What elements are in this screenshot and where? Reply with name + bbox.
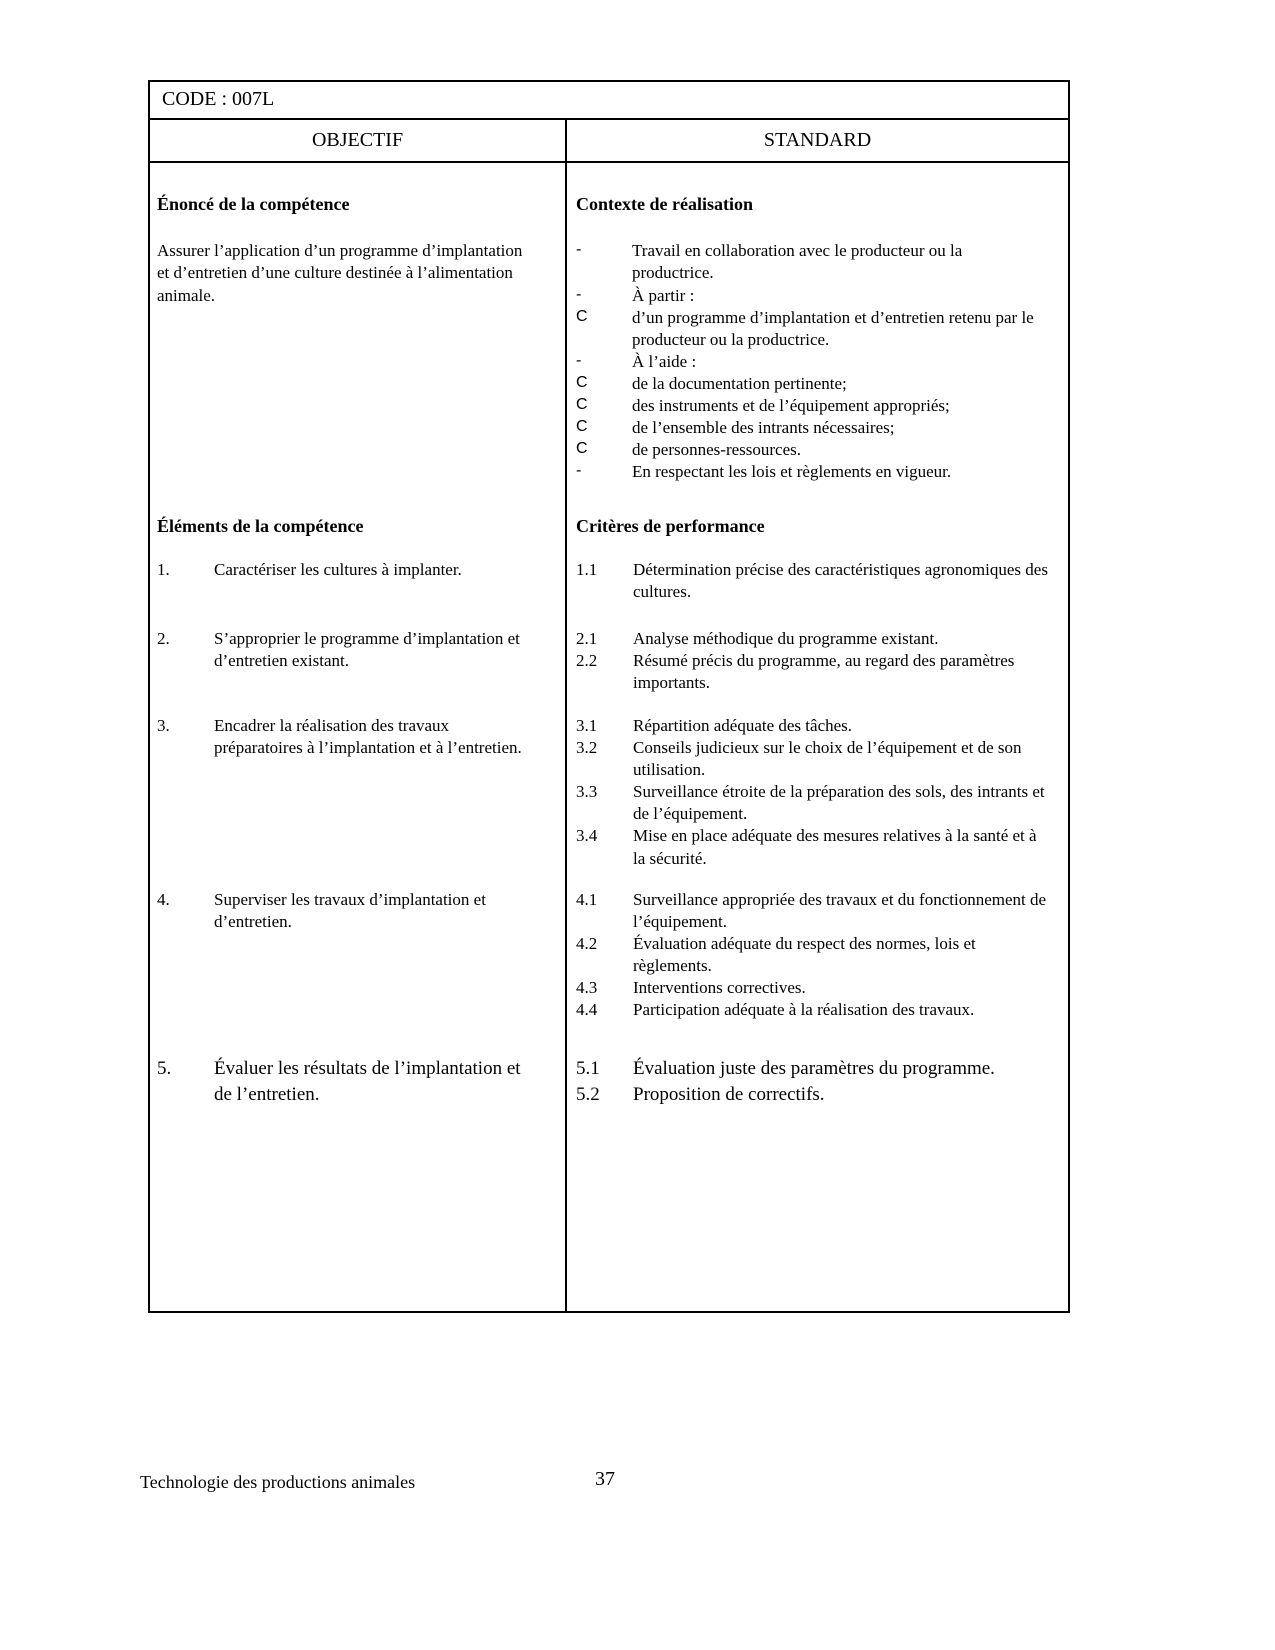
criteria-cell (567, 628, 1068, 715)
item-number: 5.2 (576, 1083, 600, 1105)
criteria-cell (567, 559, 1068, 628)
criterion-item (576, 825, 1048, 869)
item-text: Analyse méthodique du programme existant. (633, 629, 939, 648)
item-number: 3.1 (576, 716, 598, 735)
item-text: Interventions correctives. (633, 978, 806, 998)
list-bullet: C (576, 307, 588, 325)
competency-row-2 (150, 628, 1068, 715)
elements-title: Éléments de la compétence (157, 516, 364, 536)
item-text: Proposition de correctifs. (633, 1083, 825, 1105)
criterion-item (576, 889, 1048, 933)
enonce-cell (150, 163, 567, 503)
item-number: 4.2 (576, 934, 598, 954)
element-cell (150, 889, 567, 1056)
item-text: Encadrer la réalisation des travaux préparatoires à l’implantation et à l’entretien. (214, 716, 522, 758)
list-item-text: Travail en collaboration avec le producteur ou la productrice. (632, 241, 963, 283)
item-number: 4. (157, 890, 170, 909)
contexte-title: Contexte de réalisation (576, 194, 753, 214)
list-item (576, 373, 1048, 395)
item-number: 3. (157, 716, 170, 735)
element-cell (150, 1056, 567, 1311)
item-text: Détermination précise des caractéristiques agronomiques des cultures. (633, 560, 1048, 602)
item-text: Conseils judicieux sur le choix de l’équipement et de son utilisation. (633, 738, 1022, 780)
criterion-item (576, 781, 1048, 825)
table-body (150, 163, 1068, 1311)
list-item-text: À partir : (632, 285, 695, 305)
element-cell (150, 559, 567, 628)
list-item-text: de la documentation pertinente; (632, 373, 847, 393)
item-number: 3.3 (576, 782, 598, 802)
criteria-cell (567, 1056, 1068, 1311)
element-item (157, 1056, 540, 1107)
band-enonce-contexte (150, 163, 1068, 503)
element-cell (150, 628, 567, 715)
elements-heading-cell (150, 503, 567, 559)
list-item-text: de l’ensemble des intrants nécessaires; (632, 418, 895, 438)
list-item (576, 417, 1048, 439)
item-number: 1. (157, 560, 170, 579)
list-item (576, 351, 1048, 373)
criterion-item (576, 737, 1048, 781)
contexte-cell (567, 163, 1068, 503)
item-number: 2. (157, 629, 170, 648)
item-text: Participation adéquate à la réalisation des travaux. (633, 1000, 975, 1020)
list-bullet: C (576, 373, 588, 391)
enonce-title: Énoncé de la compétence (157, 194, 350, 214)
item-text: Surveillance appropriée des travaux et du fonctionnement de l’équipement. (633, 890, 1047, 932)
element-item (157, 559, 540, 581)
item-text: S’approprier le programme d’implantation et d’entretien existant. (214, 629, 520, 671)
element-item (157, 628, 540, 672)
column-headers (150, 120, 1068, 163)
list-item (576, 461, 1048, 483)
criterion-item (576, 628, 1048, 650)
list-bullet: C (576, 418, 588, 436)
list-item (576, 439, 1048, 461)
list-bullet: - (576, 285, 582, 303)
criterion-item (576, 977, 1048, 999)
item-number: 1.1 (576, 560, 598, 579)
competency-table (148, 80, 1070, 1313)
criterion-item (576, 1082, 1048, 1108)
criterion-item (576, 999, 1048, 1021)
competency-row-4 (150, 889, 1068, 1056)
page-number: 37 (595, 1468, 615, 1490)
competency-row-5 (150, 1056, 1068, 1311)
list-item-text: de personnes-ressources. (632, 440, 801, 460)
item-number: 5. (157, 1058, 172, 1079)
element-item (157, 889, 540, 933)
element-cell (150, 715, 567, 889)
criteres-heading-cell (567, 503, 1068, 559)
list-item (576, 395, 1048, 417)
item-number: 2.2 (576, 651, 598, 671)
competency-row-1 (150, 559, 1068, 628)
item-number: 5.1 (576, 1058, 600, 1079)
criterion-item (576, 650, 1048, 694)
enonce-text: Assurer l’application d’un programme d’implantation et d’entretien d’une culture destinée à l’alimentation animale. (157, 241, 523, 305)
list-bullet: - (576, 351, 582, 369)
standard-column-header: STANDARD (763, 129, 872, 151)
footer-program-name: Technologie des productions animales (140, 1472, 416, 1492)
item-text: Évaluation adéquate du respect des normes, lois et règlements. (633, 934, 976, 976)
element-item (157, 715, 540, 759)
item-text: Évaluer les résultats de l’implantation et de l’entretien. (214, 1058, 521, 1105)
code-row (150, 82, 1068, 120)
list-bullet: C (576, 440, 588, 458)
item-text: Mise en place adéquate des mesures relatives à la santé et à la sécurité. (633, 826, 1037, 868)
criterion-item (576, 559, 1048, 603)
competency-row-3 (150, 715, 1068, 889)
list-item-text: des instruments et de l’équipement appropriés; (632, 396, 950, 416)
item-text: Superviser les travaux d’implantation et d’entretien. (214, 890, 486, 932)
item-number: 4.4 (576, 1000, 598, 1020)
item-text: Surveillance étroite de la préparation des sols, des intrants et de l’équipement. (633, 782, 1045, 824)
criteres-title: Critères de performance (576, 516, 765, 536)
list-bullet: - (576, 462, 582, 480)
band-section-headings (150, 503, 1068, 559)
criterion-item (576, 715, 1048, 737)
list-item (576, 307, 1048, 351)
objectif-column-header: OBJECTIF (150, 120, 567, 161)
item-text: Résumé précis du programme, au regard des paramètres importants. (633, 651, 1015, 693)
criterion-item (576, 933, 1048, 977)
item-number: 2.1 (576, 629, 598, 648)
list-item (576, 240, 1048, 284)
item-text: Caractériser les cultures à implanter. (214, 560, 462, 579)
criteria-cell (567, 715, 1068, 889)
item-number: 3.2 (576, 738, 598, 758)
item-text: Répartition adéquate des tâches. (633, 716, 853, 735)
list-item (576, 285, 1048, 307)
criterion-item (576, 1056, 1048, 1082)
list-item-text: d’un programme d’implantation et d’entretien retenu par le producteur ou la productrice. (632, 307, 1034, 349)
item-number: 3.4 (576, 826, 598, 846)
item-number: 4.1 (576, 890, 598, 909)
item-number: 4.3 (576, 978, 598, 998)
criteria-cell (567, 889, 1068, 1056)
list-bullet: C (576, 396, 588, 414)
item-text: Évaluation juste des paramètres du programme. (633, 1058, 995, 1079)
code-label: CODE : 007L (162, 88, 275, 110)
list-item-text: En respectant les lois et règlements en vigueur. (632, 462, 952, 482)
list-item-text: À l’aide : (632, 351, 697, 371)
list-bullet: - (576, 241, 582, 259)
